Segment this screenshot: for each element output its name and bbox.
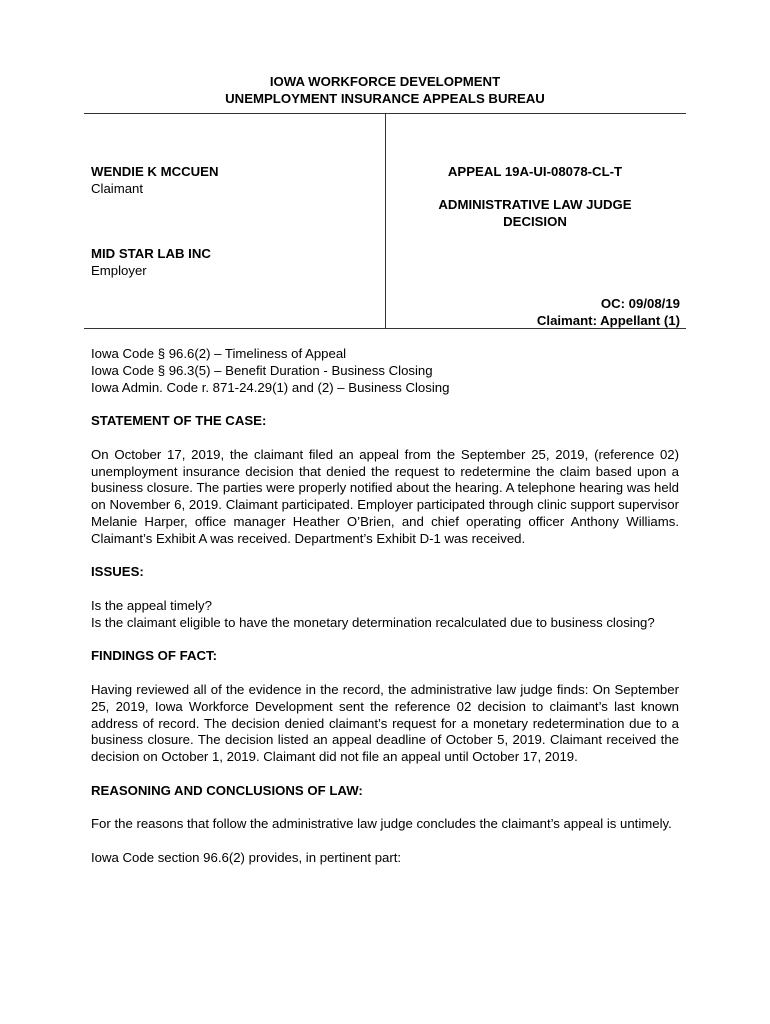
statement-heading: STATEMENT OF THE CASE: <box>91 413 267 429</box>
issues-heading: ISSUES: <box>91 564 144 580</box>
claimant-block <box>91 163 371 197</box>
issue-question: Is the appeal timely? <box>91 597 212 613</box>
oc-block <box>537 295 680 329</box>
decision-title <box>395 196 675 230</box>
issue-question: Is the claimant eligible to have the monetary determination recalculated due to business closing? <box>91 614 655 630</box>
employer-name: MID STAR LAB INC <box>91 246 211 261</box>
claimant-name: WENDIE K MCCUEN <box>91 164 219 179</box>
bureau-name: UNEMPLOYMENT INSURANCE APPEALS BUREAU <box>225 91 545 106</box>
claimant-role: Claimant <box>91 181 144 196</box>
code-citation: Iowa Code § 96.6(2) – Timeliness of Appeal <box>91 346 347 361</box>
findings-text: Having reviewed all of the evidence in the record, the administrative law judge finds: On September 25, 2019, Iowa Workforce Development sent the reference 02 decision to claimant’s last known address of record. The decision denied claimant’s request for a monetary redetermination due to a business closure. The decision listed an appeal deadline of October 5, 2019. Claimant received the decision on October 1, 2019. Claimant did not file an appeal until October 17, 2019. <box>91 681 679 765</box>
caption-divider <box>385 113 386 328</box>
statute-intro: Iowa Code section 96.6(2) provides, in pertinent part: <box>91 849 402 865</box>
appellant-line: Claimant: Appellant (1) <box>536 313 680 328</box>
agency-name: IOWA WORKFORCE DEVELOPMENT <box>269 74 501 89</box>
findings-heading: FINDINGS OF FACT: <box>91 648 218 664</box>
code-citation: Iowa Code § 96.3(5) – Benefit Duration - Business Closing <box>91 362 433 378</box>
decision-title-line1: ADMINISTRATIVE LAW JUDGE <box>438 197 632 212</box>
document-header <box>0 73 770 107</box>
reasoning-heading: REASONING AND CONCLUSIONS OF LAW: <box>91 782 363 798</box>
employer-role: Employer <box>91 263 147 278</box>
employer-block <box>91 245 371 279</box>
reasoning-text: For the reasons that follow the administrative law judge concludes the claimant’s appeal is untimely. <box>91 816 672 832</box>
decision-body <box>91 346 679 867</box>
code-citation: Iowa Admin. Code r. 871-24.29(1) and (2) – Business Closing <box>91 379 450 395</box>
statement-text: On October 17, 2019, the claimant filed an appeal from the September 25, 2019, (reference 02) unemployment insurance decision that denied the request to redetermine the claim based upon a business closure. The parties were properly notified about the hearing. A telephone hearing was held on November 6, 2019. Claimant participated. Employer participated through clinic support supervisor Melanie Harper, office manager Heather O’Brien, and chief operating officer Anthony Williams. Claimant’s Exhibit A was received. Department’s Exhibit D-1 was received. <box>91 446 679 546</box>
oc-date: OC: 09/08/19 <box>600 296 680 311</box>
appeal-number: APPEAL 19A-UI-08078-CL-T <box>447 164 623 179</box>
decision-title-line2: DECISION <box>503 214 567 229</box>
